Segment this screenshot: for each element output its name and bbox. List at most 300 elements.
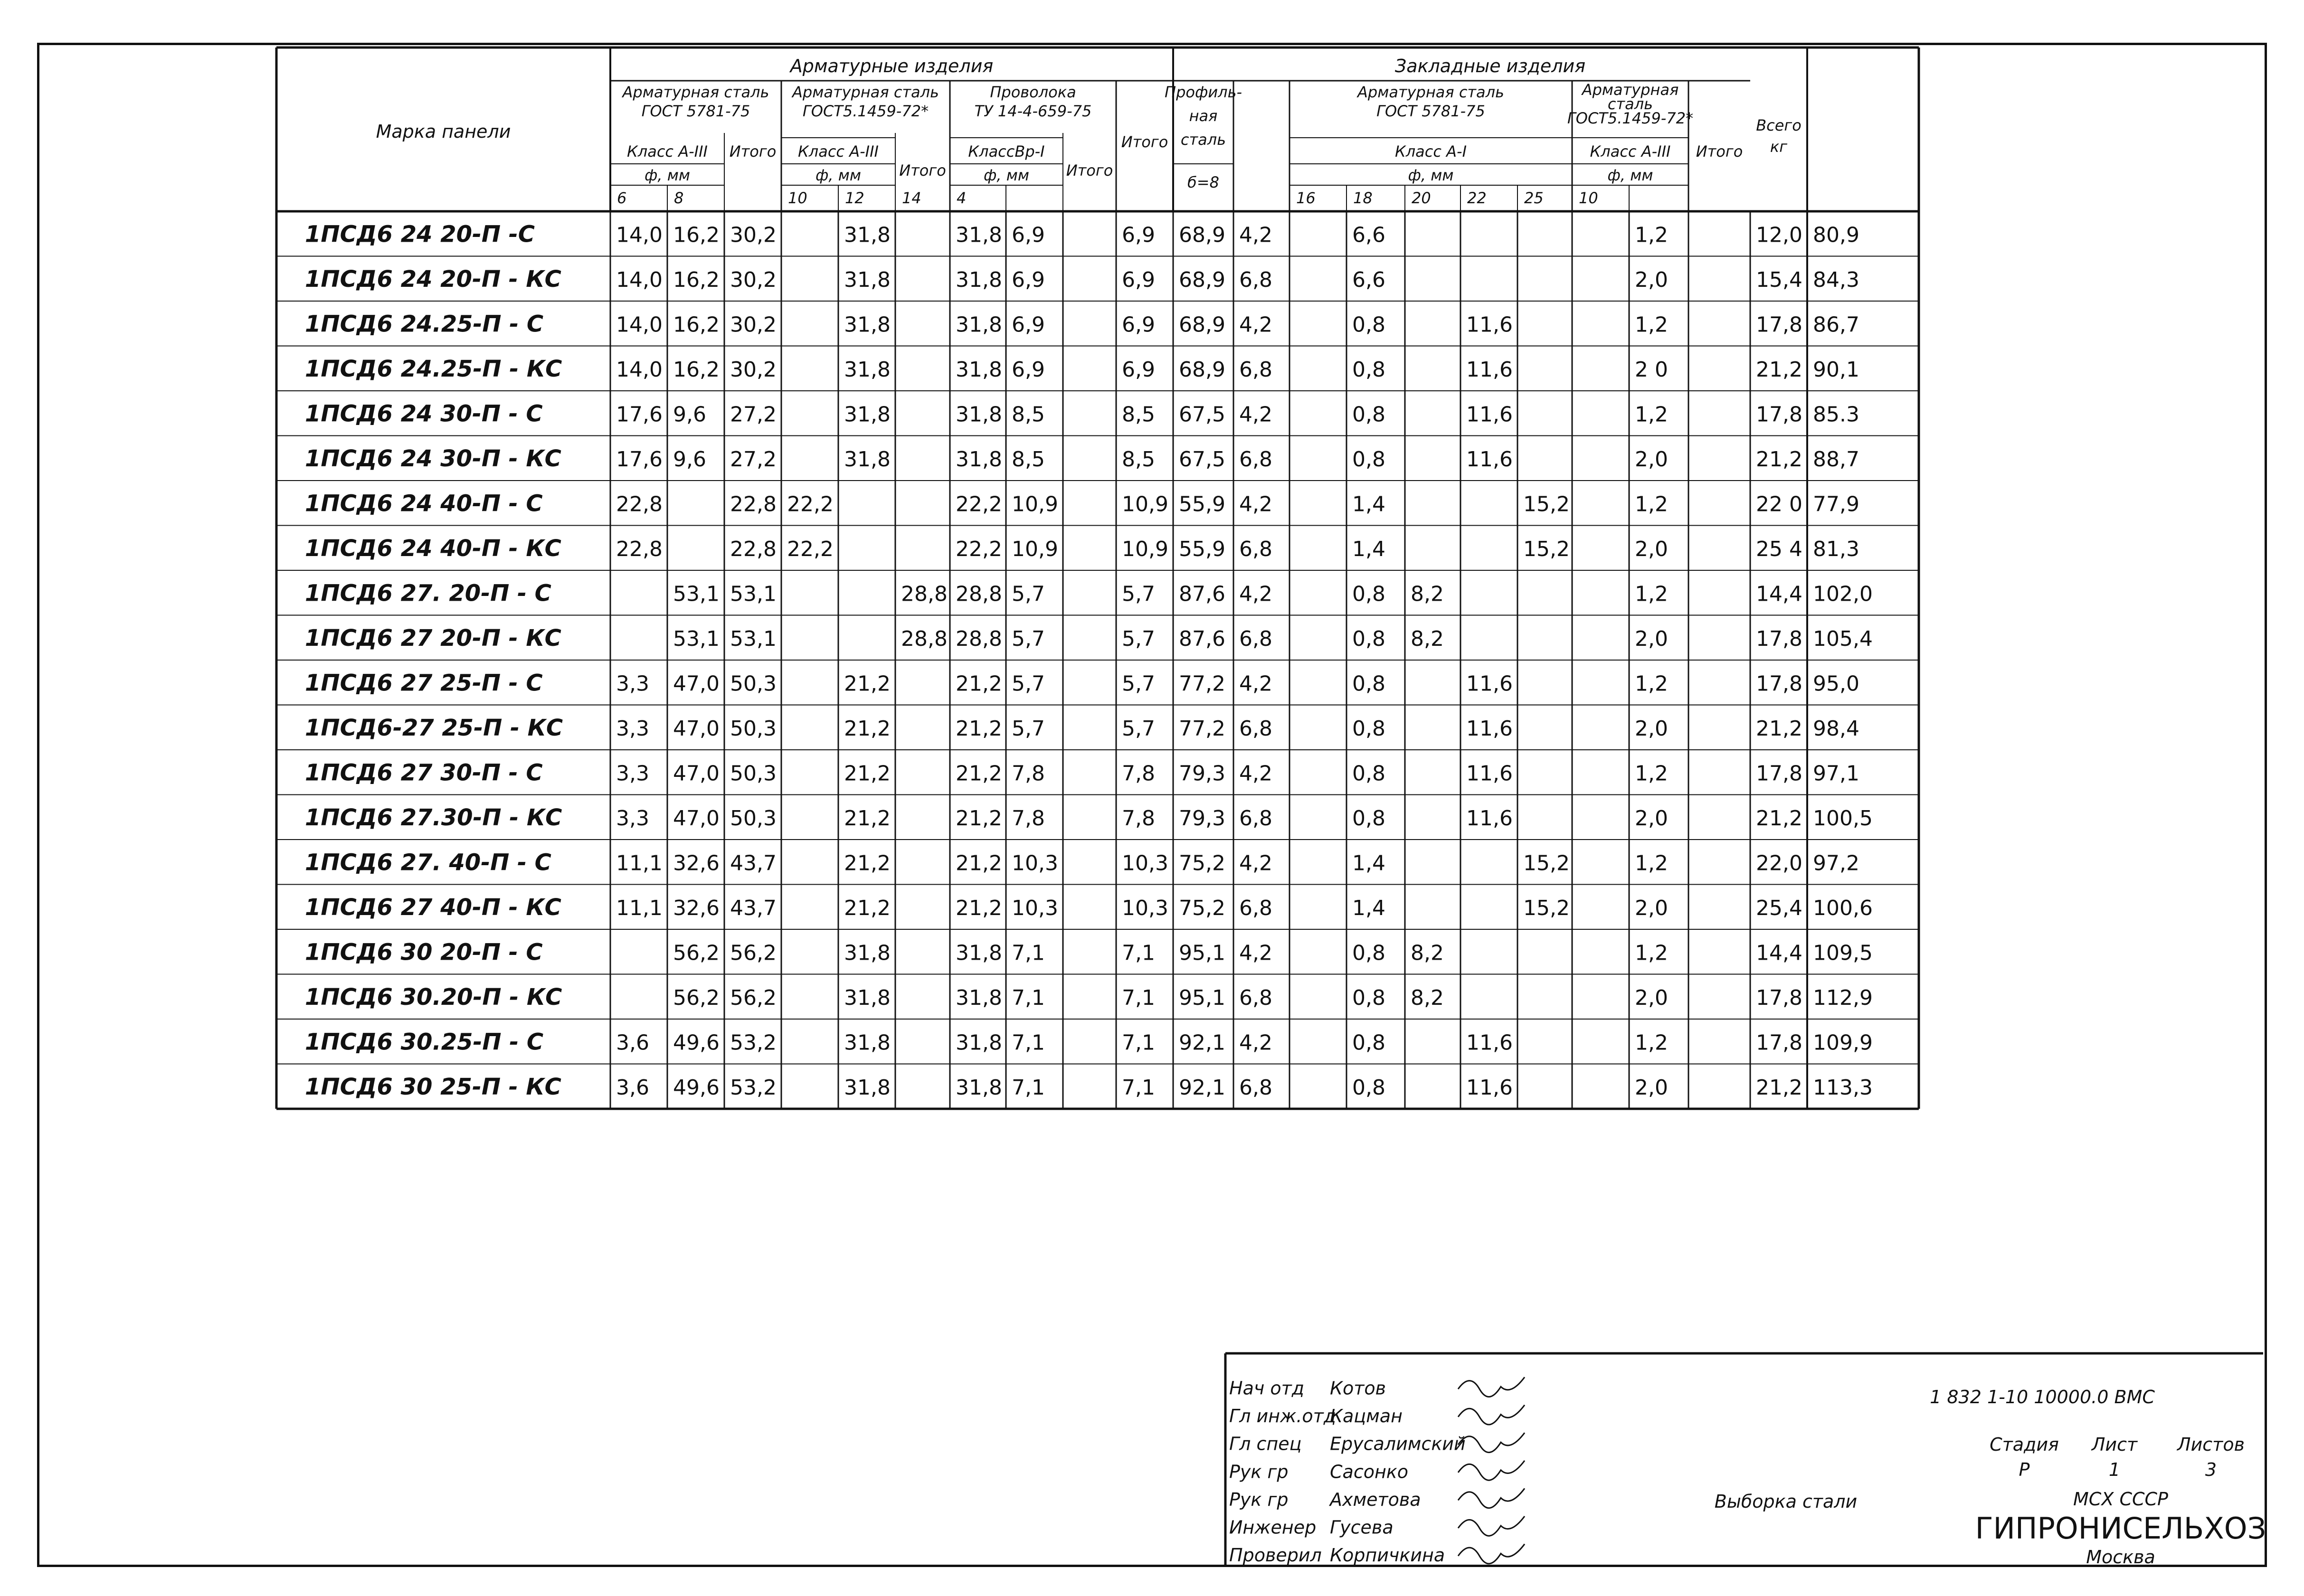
table-cell: 17,8 [1756,1030,1802,1055]
panel-mark: 1ПСД6 24 30-П - КС [305,445,561,472]
table-cell: 6,9 [1122,312,1155,337]
panel-mark: 1ПСД6 27 25-П - С [305,670,543,697]
table-cell: 47,0 [673,716,720,741]
table-cell: 79,3 [1179,806,1225,831]
table-cell: 43,7 [730,896,777,920]
table-cell: 14,0 [616,223,663,247]
panel-mark: 1ПСД6 27 20-П - КС [305,624,561,652]
rs2-diam: ф, мм [815,166,861,184]
table-cell: 0,8 [1352,1030,1385,1055]
tb-role: Гл спец [1229,1433,1302,1454]
wire-itogo: Итого [1066,161,1113,179]
tb-name: Сасонко [1330,1461,1409,1483]
table-cell: 43,7 [730,851,777,876]
tb-name: Корпичкина [1330,1545,1445,1566]
wire-class: КлассВр-I [968,142,1045,161]
signature-mark [1458,1544,1525,1564]
table-cell: 7,8 [1012,761,1045,786]
table-cell: 7,1 [1122,1030,1155,1055]
mark-column-header: Марка панели [376,121,511,142]
table-cell: 8,5 [1122,402,1155,427]
wire-title: Проволока [990,83,1076,101]
table-cell: 15,4 [1756,267,1802,292]
table-cell: 10,9 [1122,537,1168,561]
table-cell: 21,2 [956,671,1002,696]
table-cell: 31,8 [844,267,891,292]
table-cell: 31,8 [956,447,1002,472]
table-cell: 98,4 [1813,716,1859,741]
table-cell: 17,8 [1756,671,1802,696]
table-cell: 31,8 [956,985,1002,1010]
table-cell: 6,9 [1012,223,1045,247]
table-cell: 6,8 [1239,447,1272,472]
table-cell: 50,3 [730,761,777,786]
table-cell: 6,8 [1239,537,1272,561]
diameter-d20: 20 [1412,189,1431,207]
table-cell: 0,8 [1352,941,1385,965]
table-cell: 17,8 [1756,312,1802,337]
table-cell: 15,2 [1523,492,1570,517]
tb-role: Проверил [1229,1545,1322,1566]
table-cell: 9,6 [673,447,706,472]
table-cell: 10,3 [1122,851,1168,876]
table-cell: 21,2 [1756,1075,1802,1100]
table-cell: 7,1 [1012,941,1045,965]
table-cell: 8,2 [1411,626,1444,651]
table-cell: 75,2 [1179,851,1225,876]
sheets-label: Листов [2177,1434,2245,1455]
table-cell: 32,6 [673,896,720,920]
table-cell: 31,8 [956,267,1002,292]
table-cell: 0,8 [1352,357,1385,382]
table-cell: 7,1 [1122,985,1155,1010]
tb-name: Ерусалимский [1330,1433,1466,1454]
diameter-d16: 16 [1296,189,1316,207]
table-cell: 92,1 [1179,1030,1225,1055]
table-cell: 50,3 [730,716,777,741]
table-cell: 1,2 [1635,402,1668,427]
table-cell: 1,2 [1635,312,1668,337]
table-cell: 1,2 [1635,761,1668,786]
table-cell: 6,8 [1239,716,1272,741]
table-cell: 25 4 [1756,537,1802,561]
table-cell: 6,9 [1122,223,1155,247]
table-cell: 49,6 [673,1075,720,1100]
table-cell: 53,2 [730,1030,777,1055]
table-cell: 6,8 [1239,806,1272,831]
table-cell: 1,2 [1635,582,1668,606]
table-cell: 68,9 [1179,312,1225,337]
prof-thickness: б=8 [1187,173,1219,191]
table-cell: 2 0 [1635,357,1668,382]
table-cell: 77,9 [1813,492,1859,517]
diameter-d25: 25 [1524,189,1544,207]
doc-code: 1 832 1-10 10000.0 ВМС [1930,1387,2155,1407]
table-cell: 87,6 [1179,582,1225,606]
table-cell: 1,2 [1635,1030,1668,1055]
table-cell: 4,2 [1239,312,1272,337]
table-cell: 5,7 [1122,671,1155,696]
sheet-value: 1 [2108,1459,2121,1480]
rs1-class: Класс А-III [627,142,708,161]
stage-value: Р [2019,1459,2030,1480]
table-cell: 0,8 [1352,761,1385,786]
table-cell: 17,6 [616,402,663,427]
table-cell: 77,2 [1179,671,1225,696]
table-cell: 8,5 [1122,447,1155,472]
table-cell: 21,2 [844,806,891,831]
es2-standard: ГОСТ5.1459-72* [1567,109,1694,127]
table-cell: 11,6 [1466,716,1513,741]
signature-mark [1458,1516,1525,1536]
table-cell: 31,8 [844,985,891,1010]
panel-mark: 1ПСД6 24 20-П - КС [305,265,561,293]
table-cell: 3,6 [616,1030,649,1055]
table-cell: 47,0 [673,806,720,831]
table-cell: 11,6 [1466,447,1513,472]
table-cell: 28,8 [901,582,948,606]
table-cell: 109,5 [1813,941,1873,965]
wire-standard: ТУ 14-4-659-75 [974,102,1092,120]
sheets-value: 3 [2205,1459,2217,1480]
table-cell: 17,8 [1756,761,1802,786]
table-cell: 10,3 [1012,851,1058,876]
table-cell: 50,3 [730,806,777,831]
table-body [305,221,1873,1100]
table-cell: 4,2 [1239,761,1272,786]
table-cell: 5,7 [1122,626,1155,651]
table-cell: 47,0 [673,761,720,786]
table-cell: 75,2 [1179,896,1225,920]
table-cell: 31,8 [844,1075,891,1100]
diameter-e10: 10 [1579,189,1598,207]
table-cell: 8,2 [1411,582,1444,606]
table-cell: 8,5 [1012,402,1045,427]
diameter-d10: 10 [788,189,807,207]
es1-standard: ГОСТ 5781-75 [1376,102,1485,120]
table-cell: 6,8 [1239,267,1272,292]
table-cell: 21,2 [956,896,1002,920]
table-cell: 68,9 [1179,223,1225,247]
table-cell: 31,8 [956,223,1002,247]
table-cell: 28,8 [956,582,1002,606]
rs1-title: Арматурная сталь [622,83,769,101]
tb-name: Гусева [1330,1517,1394,1538]
table-cell: 1,4 [1352,492,1385,517]
table-cell: 2,0 [1635,626,1668,651]
table-cell: 6,8 [1239,1075,1272,1100]
es2-class: Класс А-III [1590,142,1671,161]
rs2-itogo: Итого [899,161,946,179]
table-cell: 30,2 [730,267,777,292]
diameter-d12: 12 [845,189,864,207]
table-cell: 0,8 [1352,671,1385,696]
table-cell: 84,3 [1813,267,1859,292]
table-cell: 95,0 [1813,671,1859,696]
table-cell: 90,1 [1813,357,1859,382]
table-cell: 3,6 [616,1075,649,1100]
table-cell: 4,2 [1239,492,1272,517]
table-cell: 16,2 [673,312,720,337]
diameter-d18: 18 [1353,189,1373,207]
panel-mark: 1ПСД6 27.30-П - КС [305,804,562,831]
table-cell: 55,9 [1179,537,1225,561]
table-cell: 53,1 [730,626,777,651]
table-cell: 22,8 [616,492,663,517]
table-cell: 7,1 [1122,1075,1155,1100]
table-cell: 0,8 [1352,312,1385,337]
table-cell: 2,0 [1635,537,1668,561]
table-cell: 22,8 [730,537,777,561]
rs2-title: Арматурная сталь [792,83,939,101]
group-embedded: Закладные изделия [1394,56,1586,76]
panel-mark: 1ПСД6 30.20-П - КС [305,983,562,1010]
signature-mark [1458,1488,1525,1508]
table-cell: 10,9 [1012,537,1058,561]
table-cell: 11,6 [1466,1075,1513,1100]
table-cell: 5,7 [1122,582,1155,606]
tb-role: Гл инж.отд [1229,1406,1337,1427]
table-cell: 31,8 [844,402,891,427]
table-cell: 1,4 [1352,537,1385,561]
diameter-d14: 14 [902,189,921,207]
table-cell: 31,8 [844,312,891,337]
panel-mark: 1ПСД6 27 40-П - КС [305,894,561,921]
table-cell: 7,8 [1012,806,1045,831]
signature-mark [1458,1405,1525,1425]
table-cell: 2,0 [1635,985,1668,1010]
table-cell: 7,8 [1122,761,1155,786]
table-cell: 15,2 [1523,851,1570,876]
table-cell: 0,8 [1352,1075,1385,1100]
table-cell: 17,8 [1756,626,1802,651]
table-cell: 79,3 [1179,761,1225,786]
table-cell: 8,5 [1012,447,1045,472]
table-cell: 6,9 [1122,267,1155,292]
table-cell: 55,9 [1179,492,1225,517]
table-cell: 16,2 [673,357,720,382]
table-cell: 32,6 [673,851,720,876]
table-cell: 21,2 [1756,716,1802,741]
table-cell: 1,4 [1352,896,1385,920]
panel-mark: 1ПСД6 30 20-П - С [305,939,543,966]
table-cell: 22 0 [1756,492,1802,517]
table-cell: 56,2 [673,985,720,1010]
table-cell: 4,2 [1239,1030,1272,1055]
table-cell: 21,2 [956,716,1002,741]
tb-role: Рук гр [1229,1461,1289,1483]
table-cell: 2,0 [1635,1075,1668,1100]
table-cell: 31,8 [844,1030,891,1055]
diameter-d22: 22 [1467,189,1487,207]
table-cell: 97,1 [1813,761,1859,786]
table-cell: 95,1 [1179,941,1225,965]
table-cell: 30,2 [730,312,777,337]
es2-diam: ф, мм [1607,166,1653,184]
table-cell: 31,8 [956,1075,1002,1100]
table-cell: 0,8 [1352,402,1385,427]
table-cell: 31,8 [844,941,891,965]
table-cell: 5,7 [1012,582,1045,606]
signature-mark [1458,1461,1525,1480]
table-cell: 17,6 [616,447,663,472]
table-cell: 6,9 [1012,312,1045,337]
table-cell: 17,8 [1756,402,1802,427]
table-cell: 22,2 [787,537,834,561]
table-cell: 7,1 [1012,1030,1045,1055]
table-cell: 92,1 [1179,1075,1225,1100]
table-cell: 31,8 [844,447,891,472]
table-cell: 10,9 [1012,492,1058,517]
org-institute: ГИПРОНИСЕЛЬХОЗ [1975,1511,2266,1546]
table-cell: 15,2 [1523,896,1570,920]
rs2-class: Класс А-III [798,142,879,161]
table-cell: 5,7 [1012,626,1045,651]
table-cell: 17,8 [1756,985,1802,1010]
table-cell: 3,3 [616,716,649,741]
rs1-standard: ГОСТ 5781-75 [641,102,750,120]
table-cell: 6,6 [1352,223,1385,247]
group-reinforcement: Арматурные изделия [790,56,994,76]
table-cell: 14,4 [1756,941,1802,965]
table-cell: 15,2 [1523,537,1570,561]
table-cell: 5,7 [1122,716,1155,741]
total-unit: кг [1770,138,1788,156]
table-cell: 31,8 [844,357,891,382]
panel-mark: 1ПСД6 24.25-П - С [305,311,544,338]
panel-mark: 1ПСД6 30.25-П - С [305,1029,544,1056]
table-cell: 6,8 [1239,896,1272,920]
embed-itogo: Итого [1696,142,1743,161]
tb-role: Рук гр [1229,1489,1289,1510]
panel-mark: 1ПСД6-27 25-П - КС [305,714,563,741]
signature-mark [1458,1377,1525,1397]
table-cell: 5,7 [1012,671,1045,696]
table-cell: 7,1 [1012,1075,1045,1100]
table-cell: 100,5 [1813,806,1873,831]
sheet-title: Выборка стали [1714,1491,1858,1512]
table-cell: 10,9 [1122,492,1168,517]
table-cell: 21,2 [844,896,891,920]
table-cell: 16,2 [673,223,720,247]
table-cell: 21,2 [844,761,891,786]
table-cell: 31,8 [956,1030,1002,1055]
table-cell: 0,8 [1352,806,1385,831]
table-cell: 97,2 [1813,851,1859,876]
table-cell: 3,3 [616,761,649,786]
table-cell: 6,8 [1239,357,1272,382]
table-cell: 0,8 [1352,447,1385,472]
table-cell: 7,1 [1122,941,1155,965]
table-cell: 1,4 [1352,851,1385,876]
tb-name: Кацман [1330,1406,1403,1427]
es1-diam: ф, мм [1408,166,1454,184]
table-cell: 7,8 [1122,806,1155,831]
table-cell: 11,6 [1466,761,1513,786]
table-cell: 4,2 [1239,402,1272,427]
rs2-standard: ГОСТ5.1459-72* [802,102,929,120]
table-cell: 47,0 [673,671,720,696]
panel-mark: 1ПСД6 27 30-П - С [305,759,543,786]
table-cell: 6,9 [1122,357,1155,382]
table-cell: 12,0 [1756,223,1802,247]
table-cell: 4,2 [1239,671,1272,696]
table-cell: 49,6 [673,1030,720,1055]
rs1-itogo: Итого [729,142,777,161]
table-cell: 21,2 [956,761,1002,786]
es1-title: Арматурная сталь [1357,83,1504,101]
table-cell: 16,2 [673,267,720,292]
table-cell: 6,9 [1012,267,1045,292]
table-cell: 8,2 [1411,941,1444,965]
table-cell: 6,9 [1012,357,1045,382]
table-cell: 68,9 [1179,267,1225,292]
table-cell: 7,1 [1012,985,1045,1010]
table-cell: 1,2 [1635,671,1668,696]
table-cell: 0,8 [1352,716,1385,741]
table-cell: 21,2 [844,716,891,741]
panel-mark: 1ПСД6 27. 40-П - С [305,849,551,876]
table-cell: 31,8 [844,223,891,247]
table-cell: 11,6 [1466,312,1513,337]
tb-name: Ахметова [1330,1489,1421,1510]
diameter-d6: 6 [617,189,627,207]
table-cell: 6,8 [1239,626,1272,651]
table-cell: 11,1 [616,896,663,920]
table-cell: 30,2 [730,223,777,247]
table-cell: 77,2 [1179,716,1225,741]
table-cell: 95,1 [1179,985,1225,1010]
diameter-d8: 8 [674,189,684,207]
table-cell: 53,2 [730,1075,777,1100]
table-cell: 67,5 [1179,402,1225,427]
table-cell: 50,3 [730,671,777,696]
table-cell: 0,8 [1352,582,1385,606]
org-city: Москва [2086,1547,2155,1568]
table-cell: 67,5 [1179,447,1225,472]
table-cell: 109,9 [1813,1030,1873,1055]
rs1-diam: ф, мм [645,166,690,184]
table-cell: 11,6 [1466,671,1513,696]
table-cell: 68,9 [1179,357,1225,382]
signature-mark [1458,1433,1525,1452]
tb-role: Нач отд [1229,1378,1305,1399]
table-cell: 1,2 [1635,941,1668,965]
table-cell: 21,2 [1756,357,1802,382]
diameter-d4: 4 [957,189,967,207]
table-cell: 4,2 [1239,223,1272,247]
table-cell: 27,2 [730,402,777,427]
table-cell: 11,6 [1466,357,1513,382]
table-cell: 6,8 [1239,985,1272,1010]
table-cell: 31,8 [956,312,1002,337]
table-cell: 2,0 [1635,716,1668,741]
table-cell: 22,2 [956,537,1002,561]
table-cell: 21,2 [956,851,1002,876]
table-cell: 113,3 [1813,1075,1873,1100]
table-cell: 100,6 [1813,896,1873,920]
table-cell: 8,2 [1411,985,1444,1010]
table-cell: 80,9 [1813,223,1859,247]
table-cell: 27,2 [730,447,777,472]
table-cell: 3,3 [616,806,649,831]
table-cell: 22,8 [730,492,777,517]
table-cell: 28,8 [956,626,1002,651]
es2-title: Арматурная [1582,81,1679,99]
table-cell: 22,2 [956,492,1002,517]
prof-title2: ная [1189,107,1218,125]
table-cell: 53,1 [673,582,720,606]
